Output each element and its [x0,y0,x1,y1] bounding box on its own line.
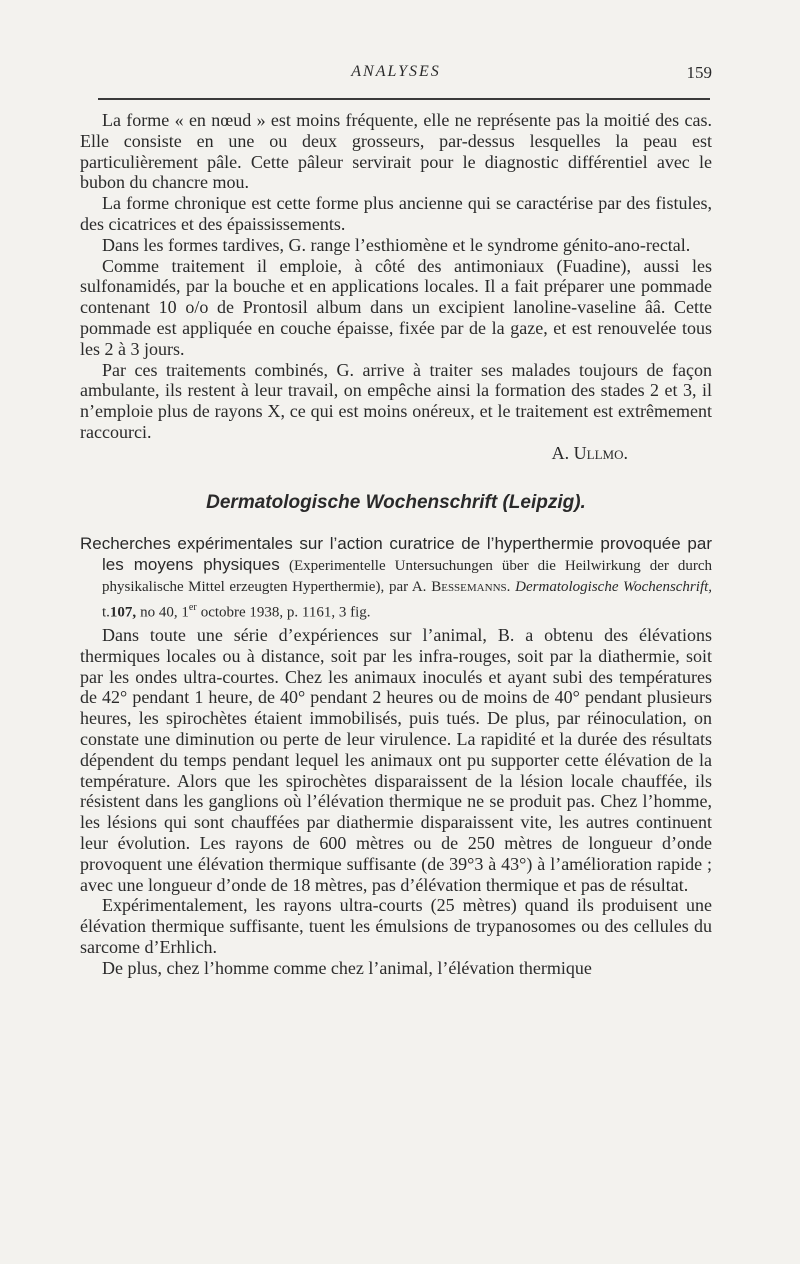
paragraph: Comme traitement il emploie, à côté des antimoniaux (Fuadine), aussi les sulfonamidés, par la bouche et en applications locales. Il a fait préparer une pommade contenant 10 o/o de Prontosil album dans un excipient lanoline-vaseline ââ. Cette pommade est appliquée en couche épaisse, fixée par de la gaze, et est renouvelée tous les 2 à 3 jours. [80,255,712,359]
article-author: Bessemanns. [431,579,511,596]
article-journal: Dermatologische Wochenschrift, [515,579,713,596]
article-title: Recherches expérimentales sur l’action curatrice de l’hyperthermie provoquée par les moyens physiques [80,533,712,575]
article-citation [80,534,712,624]
article-german-title: (Experimentelle Untersuchungen über die Heilwirkung der durch physikalische Mittel erzeugten Hyperthermie), [102,558,712,596]
article-issue: no 40, 1 [140,604,189,621]
running-title: ANALYSES [351,63,441,80]
paragraph: Expérimentalement, les rayons ultra-courts (25 mètres) quand ils produisent une élévation thermique suffisante, tuent les émulsions de trypanosomes ou des cellules du sarcome d’Erhlich. [80,895,712,958]
paragraph: Par ces traitements combinés, G. arrive à traiter ses malades toujours de façon ambulante, ils restent à leur travail, on empêche ainsi la formation des stades 2 et 3, il n’emploie plus de rayons X, ce qui est moins onéreux, et le traitement est extrêmement raccourci. [80,359,712,442]
paragraph: La forme « en nœud » est moins fréquente, elle ne représente pas la moitié des cas. Elle consiste en une ou deux grosseurs, par-dessus lesquelles la peau est particulièrement pâle. Cette pâleur servirait pour le diagnostic différentiel avec le bubon du chancre mou. [80,110,712,193]
article-volume: 107, [109,604,137,621]
paragraph: Dans les formes tardives, G. range l’esthiomène et le syndrome génito-ano-rectal. [102,234,691,255]
running-head [80,63,712,87]
paragraph: La forme chronique est cette forme plus ancienne qui se caractérise par des fistules, des cicatrices et des épaississements. [80,193,712,234]
article-issue-sup: er [188,601,197,613]
article-by: par A. [389,579,427,596]
page-number: 159 [686,63,712,82]
body-text [80,110,712,979]
signature: A. Ullmo. [551,442,628,463]
header-rule [98,98,710,100]
article-date-pages: octobre 1938, p. 1161, 3 fig. [200,604,371,621]
paragraph: Dans toute une série d’expériences sur l’animal, B. a obtenu des élévations thermiques locales ou à distance, soit par les infra-rouges, soit par la diathermie, soit par les ondes ultra-courtes. Chez les animaux inoculés et ayant subi des températures de 42° pendant 1 heure, de 40° pendant 2 heures ou de moins de 40° pendant plusieurs heures, les spirochètes étaient immobilisés, puis tués. De plus, par réinoculation, on constate une diminution ou perte de leur virulence. La rapidité et la durée des résultats dépendent du temps pendant lequel les animaux ont pu supporter cette élévation de la température. Alors que les spirochètes disparaissent de la lésion locale chauffée, ils résistent dans les ganglions où l’élévation thermique ne se produit pas. Chez l’homme, les lésions qui sont chauffées par diathermie disparaissent vite, les autres continuent leur évolution. Les rayons de 600 mètres ou de 250 mètres de longueur d’onde provoquent une élévation thermique suffisante (de 39°3 à 43°) à l’amélioration rapide ; avec une longueur d’onde de 18 mètres, pas d’élévation thermique et pas de résultat. [80,625,712,895]
journal-heading: Dermatologische Wochenschrift (Leipzig). [206,491,586,513]
article-volume-prefix: t. [102,604,110,621]
paragraph: De plus, chez l’homme comme chez l’animal, l’élévation thermique [102,957,592,978]
